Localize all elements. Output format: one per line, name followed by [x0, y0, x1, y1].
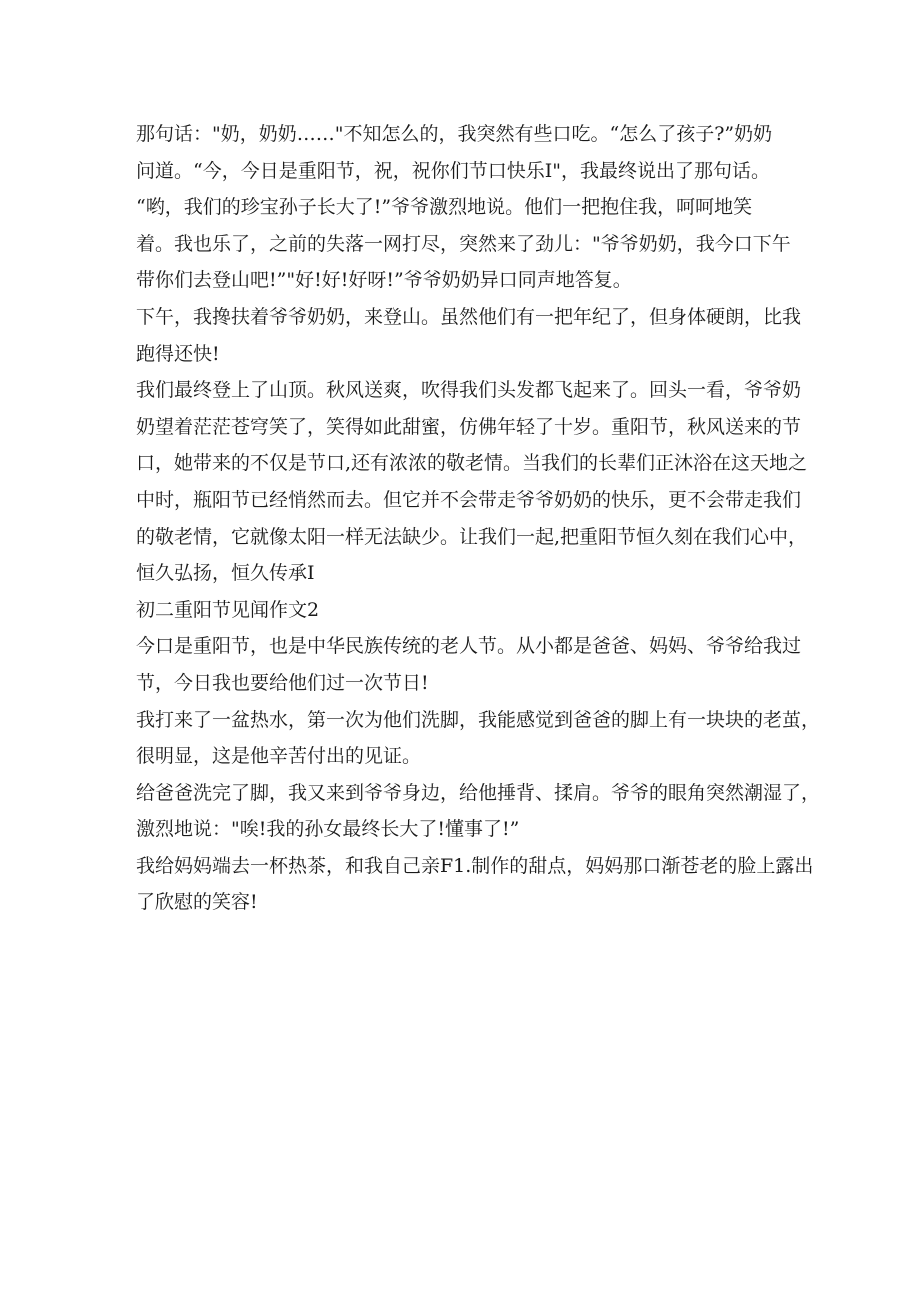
text-line: 跑得还快!	[136, 342, 220, 365]
text-line: 奶望着茫茫苍穹笑了，笑得如此甜蜜，仿佛年轻了十岁。重阳节，秋风送来的节	[136, 415, 802, 438]
text-line: 了欣慰的笑容!	[136, 891, 258, 914]
text-line: 我打来了一盆热水，第一次为他们洗脚，我能感觉到爸爸的脚上有一块块的老茧，	[136, 708, 821, 731]
text-line: 着。我也乐了，之前的失落一网打尽，突然来了劲儿："爷爷奶奶，我今口下午	[136, 232, 791, 255]
text-line: 恒久弘扬，恒久传承I	[136, 562, 315, 585]
text-line: 给爸爸洗完了脚，我又来到爷爷身边，给他捶背、揉肩。爷爷的眼角突然潮湿了，	[136, 781, 821, 804]
text-line: 中时，瓶阳节已经悄然而去。但它并不会带走爷爷奶奶的快乐，更不会带走我们	[136, 488, 802, 511]
text-line: 我给妈妈端去一杯热茶，和我自己亲F1.制作的甜点，妈妈那口渐苍老的脸上露出	[136, 854, 814, 877]
text-line: 问道。“今，今日是重阳节，祝，祝你们节口快乐I"，我最终说出了那句话。	[136, 159, 770, 182]
text-line: 的敬老情，它就像太阳一样无法缺少。让我们一起,把重阳节恒久刻在我们心中，	[136, 525, 808, 548]
text-line: 带你们去登山吧!”"好!好!好呀!”爷爷奶奶异口同声地答复。	[136, 269, 632, 292]
text-line: 口，她带来的不仅是节口,还有浓浓的敬老情。当我们的长辈们正沐浴在这天地之	[136, 452, 808, 475]
text-line: 我们最终登上了山顶。秋风送爽，吹得我们头发都飞起来了。回头一看，爷爷奶	[136, 379, 802, 402]
text-line: 节，今日我也要给他们过一次节日!	[136, 671, 429, 694]
section-heading: 初二重阳节见闻作文2	[136, 598, 320, 621]
text-line: 今口是重阳节，也是中华民族传统的老人节。从小都是爸爸、妈妈、爷爷给我过	[136, 635, 802, 658]
text-line: 很明显，这是他辛苦付出的见证。	[136, 745, 422, 768]
essay-body	[136, 116, 821, 921]
text-line: 下午，我搀扶着爷爷奶奶，来登山。虽然他们有一把年纪了，但身体硬朗，比我	[136, 305, 802, 328]
text-line: “哟，我们的珍宝孙子长大了!”爷爷激烈地说。他们一把抱住我，呵呵地笑	[136, 196, 753, 219]
text-line: 激烈地说："唉!我的孙女最终长大了!懂事了!”	[136, 818, 520, 841]
text-line: 那句话："奶，奶奶……"不知怎么的，我突然有些口吃。“怎么了孩子?”奶奶	[136, 123, 773, 145]
